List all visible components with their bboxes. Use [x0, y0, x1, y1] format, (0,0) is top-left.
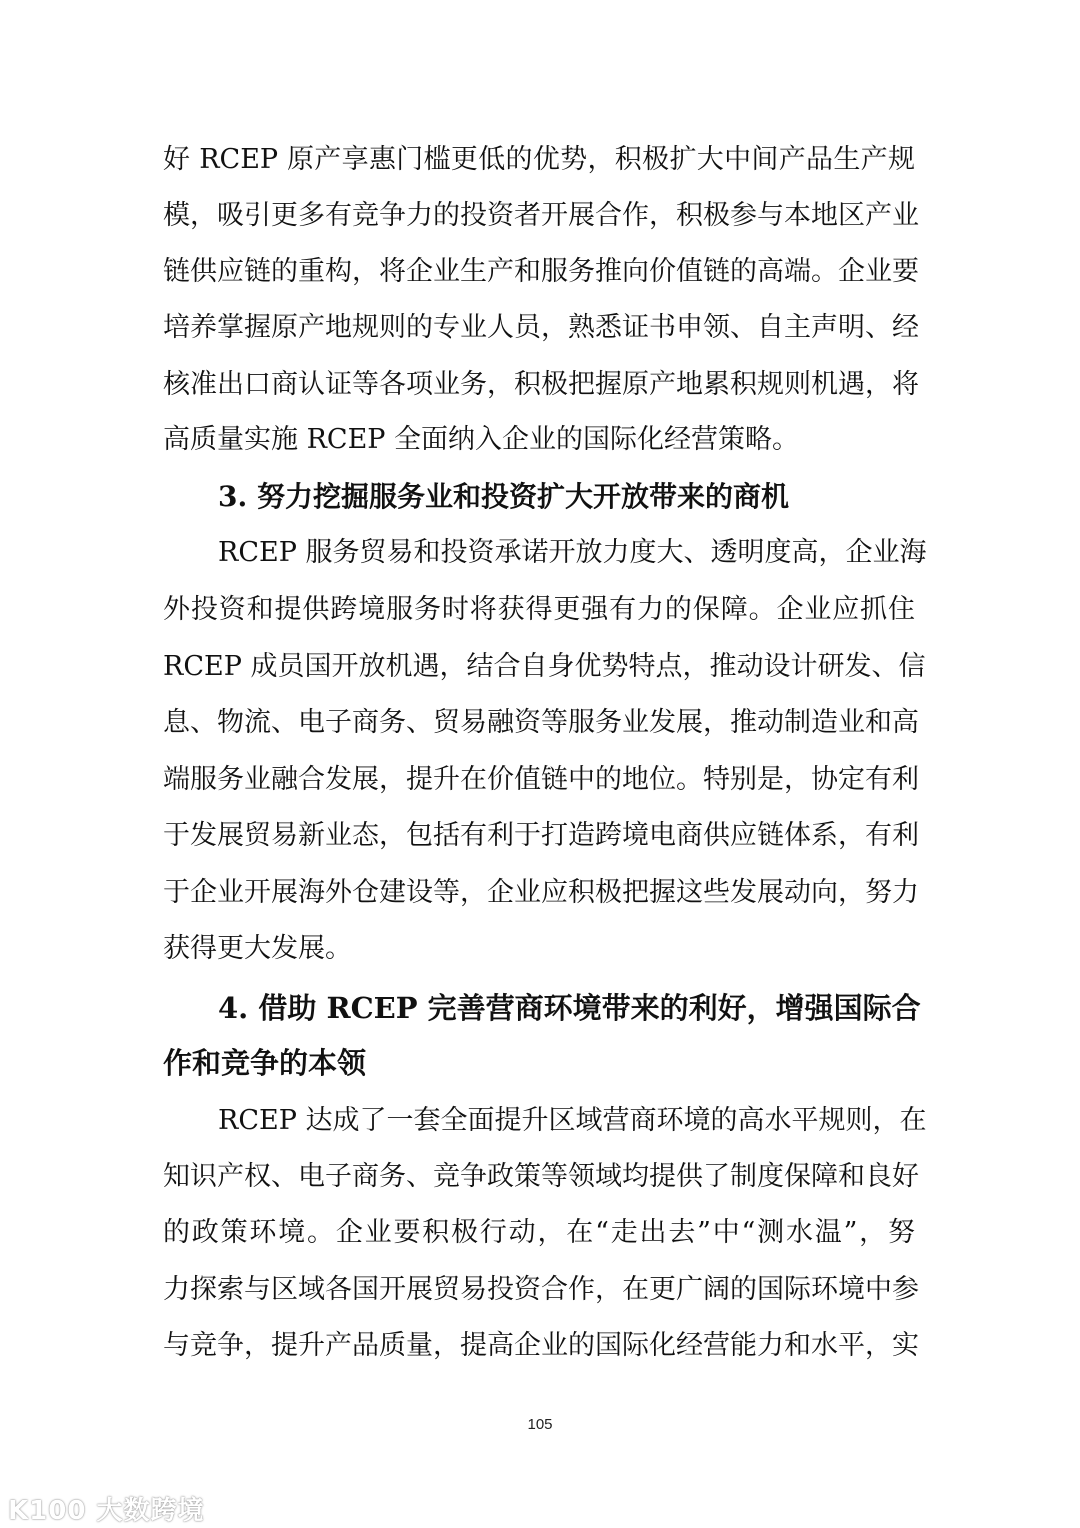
- text-line: 与竞争，提升产品质量，提高企业的国际化经营能力和水平，实: [163, 1330, 919, 1361]
- text-line: 链供应链的重构，将企业生产和服务推向价值链的高端。企业要: [163, 256, 919, 287]
- text-line: 获得更大发展。: [163, 933, 352, 964]
- section-heading-3: 3. 努力挖掘服务业和投资扩大开放带来的商机: [218, 480, 789, 513]
- heading-line: 作和竞争的本领: [163, 1046, 367, 1080]
- text-line: 于企业开展海外仓建设等，企业应积极把握这些发展动向，努力: [163, 877, 919, 908]
- text-line: RCEP 达成了一套全面提升区域营商环境的高水平规则，在: [218, 1105, 927, 1136]
- text-line: 的政策环境。企业要积极行动，在“走出去”中“测水温”，努: [163, 1217, 915, 1248]
- text-line: 核准出口商认证等各项业务，积极把握原产地累积规则机遇，将: [163, 369, 919, 400]
- text-line: 于发展贸易新业态，包括有利于打造跨境电商供应链体系，有利: [163, 820, 919, 851]
- text-line: 知识产权、电子商务、竞争政策等领域均提供了制度保障和良好: [163, 1161, 919, 1192]
- text-line: 培养掌握原产地规则的专业人员，熟悉证书申领、自主声明、经: [163, 312, 919, 343]
- watermark-logo: K100 大数跨境: [8, 1496, 205, 1526]
- text-line: 好 RCEP 原产享惠门槛更低的优势，积极扩大中间产品生产规: [163, 144, 915, 175]
- text-line: 力探索与区域各国开展贸易投资合作，在更广阔的国际环境中参: [163, 1274, 919, 1305]
- text-line: 高质量实施 RCEP 全面纳入企业的国际化经营策略。: [163, 424, 800, 455]
- text-line: 模，吸引更多有竞争力的投资者开展合作，积极参与本地区产业: [163, 200, 919, 231]
- page-number: 105: [527, 1416, 553, 1433]
- heading-line: 4. 借助 RCEP 完善营商环境带来的利好，增强国际合: [218, 991, 921, 1025]
- text-line: 外投资和提供跨境服务时将获得更强有力的保障。企业应抓住: [163, 594, 915, 625]
- text-line: RCEP 服务贸易和投资承诺开放力度大、透明度高，企业海: [218, 537, 927, 568]
- text-line: 息、物流、电子商务、贸易融资等服务业发展，推动制造业和高: [163, 707, 919, 738]
- text-line: 端服务业融合发展，提升在价值链中的地位。特别是，协定有利: [163, 764, 919, 795]
- text-line: RCEP 成员国开放机遇，结合自身优势特点，推动设计研发、信: [163, 651, 926, 682]
